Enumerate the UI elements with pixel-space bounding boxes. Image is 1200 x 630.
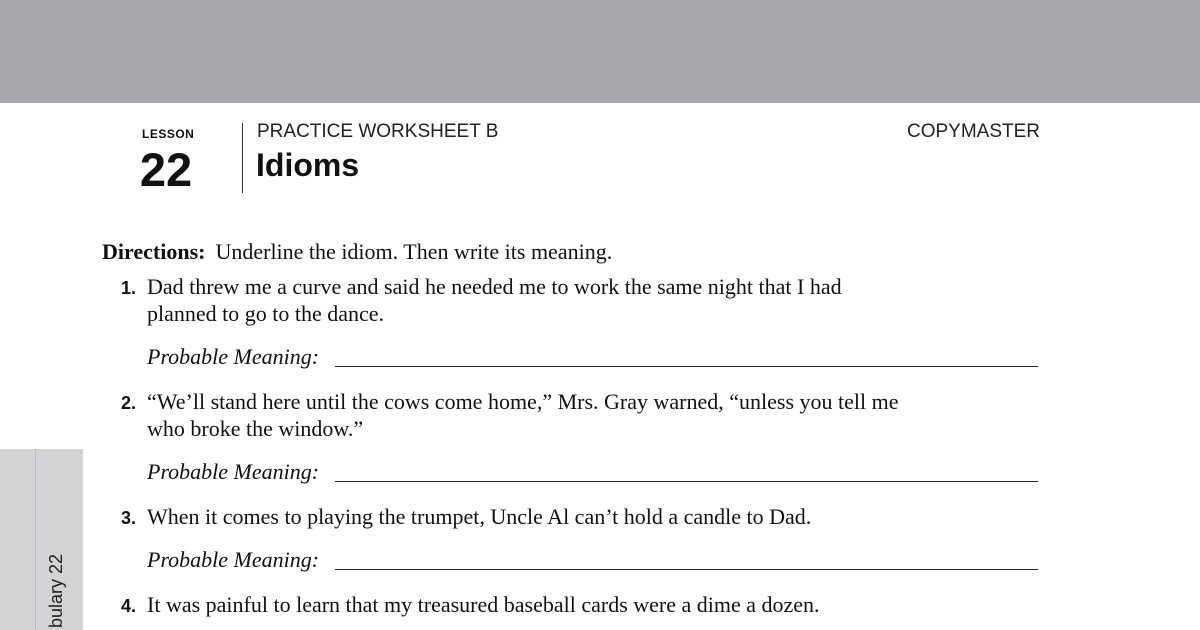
answer-line[interactable] bbox=[335, 569, 1038, 570]
item-number: 1. bbox=[120, 278, 136, 298]
directions-label: Directions: bbox=[102, 239, 206, 264]
lesson-number: 22 bbox=[139, 143, 193, 196]
item-number: 2. bbox=[120, 393, 136, 413]
directions-text: Underline the idiom. Then write its meaning. bbox=[215, 239, 613, 264]
worksheet-label: PRACTICE WORKSHEET B bbox=[257, 121, 499, 142]
item-text: “We’ll stand here until the cows come home,” Mrs. Gray warned, “unless you tell me who broke the window.” bbox=[147, 389, 899, 441]
header-divider bbox=[242, 123, 243, 193]
item-text: It was painful to learn that my treasured baseball cards were a dime a dozen. bbox=[147, 592, 820, 617]
side-tab-label: bulary 22 bbox=[46, 553, 66, 628]
lesson-label: LESSON bbox=[142, 127, 195, 141]
meaning-label: Probable Meaning: bbox=[147, 459, 320, 484]
item-text: Dad threw me a curve and said he needed me to work the same night that I had planned to go to the dance. bbox=[147, 274, 842, 326]
meaning-label: Probable Meaning: bbox=[147, 344, 320, 369]
side-tab bbox=[0, 449, 83, 630]
top-header-band bbox=[0, 0, 1200, 103]
answer-line[interactable] bbox=[335, 481, 1038, 482]
item-number: 4. bbox=[120, 596, 136, 616]
item-number: 3. bbox=[120, 508, 136, 528]
item-text: When it comes to playing the trumpet, Uncle Al can’t hold a candle to Dad. bbox=[147, 504, 812, 529]
copymaster-label: COPYMASTER bbox=[906, 121, 1040, 142]
meaning-label: Probable Meaning: bbox=[147, 547, 320, 572]
directions bbox=[102, 239, 612, 265]
side-tab-stripe bbox=[35, 449, 36, 630]
worksheet-title: Idioms bbox=[256, 147, 360, 183]
answer-line[interactable] bbox=[335, 366, 1038, 367]
